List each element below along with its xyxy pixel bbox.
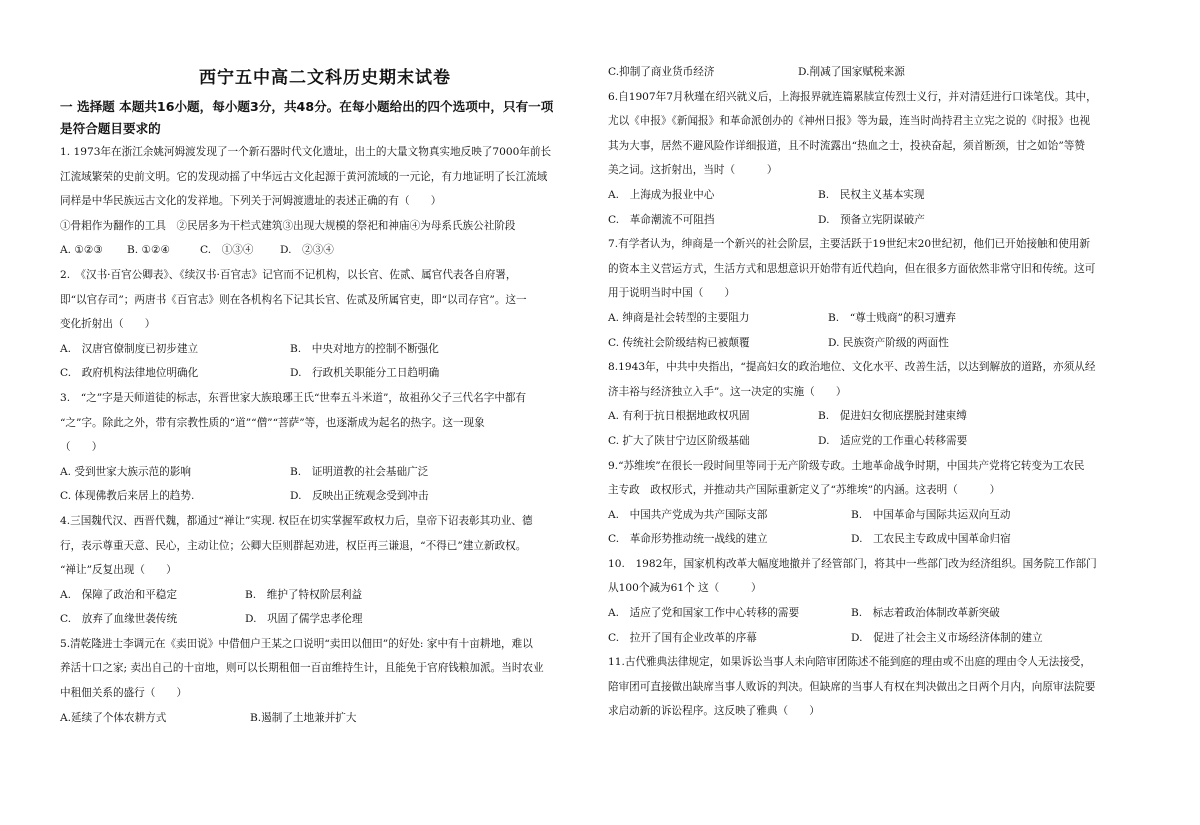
option-b: B. 标志着政治体制改革新突破: [851, 607, 1000, 620]
left-column: [60, 60, 590, 730]
question-7-options-row-2: [608, 331, 1148, 356]
question-1-line-2: 江流域繁荣的史前文明。它的发现动摇了中华远古文化起源于黄河流域的一元论，有力地证明了长江流域: [60, 170, 548, 183]
question-7-line-1: 7.有学者认为，绅商是一个新兴的社会阶层，主要活跃于19世纪末20世纪初，他们已开始接触和使用新: [608, 238, 1091, 251]
question-10-line-2: 从100个减为61个 这（ ）: [608, 582, 762, 595]
option-d: D. 适应党的工作重心转移需要: [818, 434, 968, 447]
option-d: D. 工农民主专政成中国革命归宿: [851, 533, 1011, 546]
question-10-options-row-2: [608, 626, 1148, 651]
section-heading-line-2: 是符合题目要求的: [60, 121, 161, 136]
question-6-line-4: 美之词。这折射出，当时（ ）: [608, 164, 778, 177]
question-10-line-1: 10. 1982年，国家机构改革大幅度地撤并了经管部门，将其中一些部门改为经济组织。国务院工作部门: [608, 557, 1097, 570]
question-6-line-2: 尤以《申报》《新闻报》和革命派创办的《神州日报》等为最，连当时尚持君主立宪之说的《时报》也视: [608, 115, 1091, 128]
question-9-line-1: 9.“苏维埃”在很长一段时间里等同于无产阶级专政。土地革命战争时期，中国共产党将它转变为工农民: [608, 459, 1085, 472]
question-8-line-2: 济丰裕与经济独立入手”。这一决定的实施（ ）: [608, 385, 847, 398]
question-7-options-row-1: [608, 306, 1148, 331]
option-b: B. “尊士贱商”的积习遭弃: [828, 311, 956, 324]
question-2-options-row-1: [60, 337, 590, 362]
question-6-options-row-2: [608, 208, 1148, 233]
option-c: C. 革命潮流不可阻挡: [608, 213, 715, 226]
option-c: C. ①③④: [200, 244, 254, 257]
option-c: C. 革命形势推动统一战线的建立: [608, 533, 768, 546]
option-a: A. 有利于抗日根据地政权巩固: [608, 410, 750, 423]
question-4-line-2: 行，表示尊重天意、民心，主动让位；公卿大臣则群起劝进，权臣再三谦退，“不得已”建立新政权。: [60, 539, 527, 552]
question-1-line-1: 1. 1973年在浙江余姚河姆渡发现了一个新石器时代文化遗址，出土的大量文物真实地反映了7000年前长: [60, 146, 552, 158]
option-a: A. 保障了政治和平稳定: [60, 588, 177, 601]
question-5-line-1: 5.清乾隆进士李调元在《卖田说》中借佃户王某之口说明“卖田以佃田”的好处: 家中有十亩耕地，难以: [60, 637, 533, 650]
option-b: B. 维护了特权阶层利益: [245, 588, 363, 601]
question-5-options-row-2: [608, 60, 1148, 85]
question-10-options-row-1: [608, 601, 1148, 626]
question-3-line-3: （ ）: [60, 441, 103, 454]
question-8-line-1: 8.1943年，中共中央指出，“提高妇女的政治地位、文化水平、改善生活，以达到解放的道路，亦须从经: [608, 361, 1096, 374]
question-4-line-3: “禅让”反复出现（ ）: [60, 564, 177, 577]
option-c: C. 扩大了陕甘宁边区阶级基础: [608, 434, 750, 447]
question-8-options-row-2: [608, 429, 1148, 454]
question-3-line-1: 3. “之”字是天师道徒的标志，东晋世家大族琅琊王氏“世奉五斗米道”，故祖孙父子三代名字中都有: [60, 391, 527, 404]
question-7-line-3: 用于说明当时中国（ ）: [608, 287, 736, 300]
question-7-line-2: 的资本主义营运方式，生活方式和思想意识开始带有近代趋向，但在很多方面依然非常守旧和传统。这可: [608, 262, 1096, 275]
option-c: C. 传统社会阶级结构已被颠覆: [608, 336, 750, 349]
option-b: B.遏制了土地兼并扩大: [250, 711, 357, 724]
question-9-options-row-2: [608, 527, 1148, 552]
option-d: D. 巩固了儒学忠孝伦理: [245, 613, 363, 626]
question-4-options-row-1: [60, 583, 590, 608]
option-a: A. ①②③: [60, 244, 103, 257]
option-c: C. 体现佛教后来居上的趋势.: [60, 490, 195, 503]
question-6-line-3: 其为大事，居然不避风险作详细报道，且不时流露出“热血之士，投袂奋起，须首断颈，甘之如饴”等赞: [608, 139, 1085, 152]
option-d: D. 预备立宪阴谋破产: [818, 213, 925, 226]
option-a: A. 汉唐官僚制度已初步建立: [60, 342, 199, 355]
option-b: B. 中国革命与国际共运双向互动: [851, 508, 1011, 521]
page-title: 西宁五中高二文科历史期末试卷: [199, 68, 451, 88]
option-b: B. ①②④: [127, 244, 171, 257]
option-a: A. 上海成为报业中心: [608, 188, 715, 201]
question-4-options-row-2: [60, 607, 590, 632]
option-a: A. 中国共产党成为共产国际支部: [608, 508, 768, 521]
section-heading-line-1: 一 选择题 本题共16小题，每小题3分，共48分。在每小题给出的四个选项中，只有一项: [60, 99, 554, 114]
option-c: C. 放弃了血缘世袭传统: [60, 613, 178, 626]
question-9-line-2: 主专政 政权形式，并推动共产国际重新定义了“苏维埃”的内涵。这表明（ ）: [608, 484, 1001, 497]
option-d: D. ②③④: [280, 244, 334, 257]
question-2-line-3: 变化折射出（ ）: [60, 318, 156, 331]
question-1-line-4: ①骨耜作为翻作的工具 ②民居多为干栏式建筑③出现大规模的祭祀和神庙④为母系氏族公社阶段: [60, 219, 516, 232]
right-column: [608, 60, 1148, 724]
question-5-line-2: 养活十口之家; 卖出自己的十亩地，则可以长期租佃一百亩维持生计，且能免于官府钱粮加派。当时农业: [60, 662, 544, 675]
option-c: C. 政府机构法律地位明确化: [60, 367, 199, 380]
option-a: A. 适应了党和国家工作中心转移的需要: [608, 607, 800, 620]
question-1-options: [60, 238, 590, 263]
question-11-line-2: 陪审团可直接做出缺席当事人败诉的判决。但缺席的当事人有权在判决做出之日两个月内，向原审法院要: [608, 680, 1096, 693]
question-11-line-1: 11.古代雅典法律规定，如果诉讼当事人未向陪审团陈述不能到庭的理由或不出庭的理由令人无法接受，: [608, 656, 1091, 669]
question-8-options-row-1: [608, 404, 1148, 429]
option-b: B. 中央对地方的控制不断强化: [290, 342, 439, 355]
option-d: D. 行政机关职能分工日趋明确: [290, 367, 440, 380]
question-5-line-3: 中租佃关系的盛行（ ）: [60, 687, 188, 700]
question-11-line-3: 求启动新的诉讼程序。这反映了雅典（ ）: [608, 705, 820, 718]
question-6-options-row-1: [608, 183, 1148, 208]
option-a: A.延续了个体农耕方式: [60, 711, 167, 724]
option-c: C. 拉开了国有企业改革的序幕: [608, 631, 757, 644]
option-a: A. 受到世家大族示范的影响: [60, 465, 191, 478]
question-9-options-row-1: [608, 503, 1148, 528]
question-2-options-row-2: [60, 361, 590, 386]
question-4-line-1: 4.三国魏代汉、西晋代魏，都通过“禅让”实现. 权臣在切实掌握军政权力后，皇帝下诏表彰其功业、德: [60, 514, 533, 527]
option-b: B. 证明道教的社会基础广泛: [290, 465, 429, 478]
question-6-line-1: 6.自1907年7月秋瑾在绍兴就义后，上海报界就连篇累牍宣传烈士义行，并对清廷进行口诛笔伐。其中，: [608, 90, 1097, 103]
option-d: D. 民族资产阶级的两面性: [828, 336, 949, 349]
option-c: C.抑制了商业货币经济: [608, 66, 715, 78]
option-d: D. 反映出正统观念受到冲击: [290, 490, 429, 503]
question-2-line-2: 即“以官存司”；两唐书《百官志》则在各机构名下记其长官、佐贰及所属官吏，即“以司存官”。这一: [60, 293, 527, 306]
option-a: A. 绅商是社会转型的主要阻力: [608, 311, 750, 324]
option-d: D.削减了国家赋税来源: [798, 66, 905, 78]
option-b: B. 促进妇女彻底摆脱封建束缚: [818, 410, 967, 423]
question-1-line-3: 同样是中华民族远古文化的发祥地。下列关于河姆渡遗址的表述正确的有（ ）: [60, 195, 442, 208]
question-2-line-1: 2. 《汉书·百官公卿表》、《续汉书·百官志》记官而不记机构，以长官、佐贰、属官代表各自府署，: [60, 268, 517, 281]
question-5-options-row-1: [60, 706, 590, 731]
question-3-options-row-1: [60, 460, 590, 485]
option-b: B. 民权主义基本实现: [818, 188, 925, 201]
option-d: D. 促进了社会主义市场经济体制的建立: [851, 631, 1043, 644]
question-3-options-row-2: [60, 484, 590, 509]
question-3-line-2: “之”字。除此之外，带有宗教性质的“道”“僧”“菩萨”等，也逐渐成为起名的热字。这一现象: [60, 416, 485, 429]
